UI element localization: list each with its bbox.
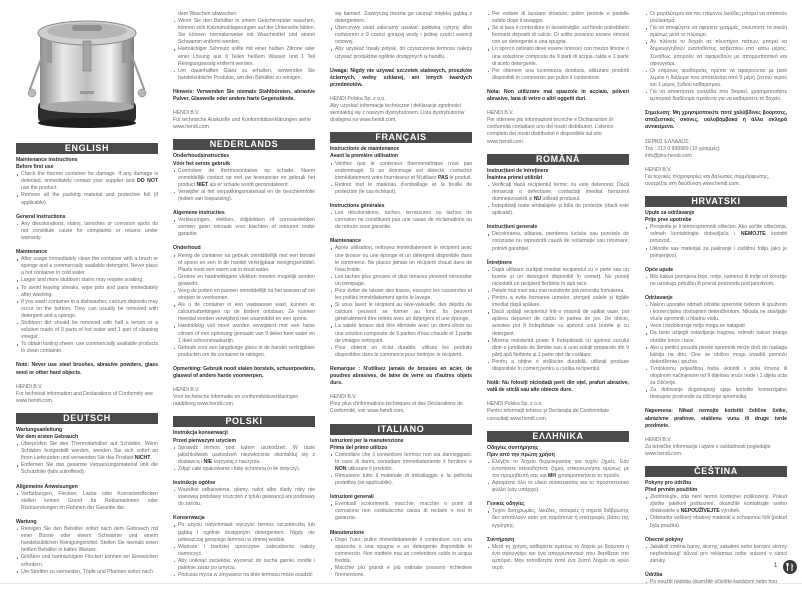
bullet-item [645, 515, 787, 529]
subsection-heading: Înaintea primei utilizări [487, 174, 543, 181]
bullet-item [173, 522, 315, 543]
bullet-emphasis: NEMOJTE [740, 231, 766, 238]
warning-note: Napomena: Nikad nemojte koristiti čelične četke, abrazivne prahove, staklenu vunu ili druge tvrde predmete. [645, 408, 787, 429]
bullet-item [173, 217, 315, 238]
section-heading: Γενικές οδηγίες [487, 501, 525, 508]
bullet-emphasis: NIE [203, 458, 213, 465]
warning-note: Σημείωση: Μη χρησιμοποιείτε ποτέ χαλύβδινες βούρτσες, αποξεστικές σκόνες, υαλοβάμβακα ή άλλα σκληρά αντικείμενα. [645, 110, 787, 131]
subsection-heading: Vor dem ersten Gebrauch [16, 434, 79, 440]
section-heading: Upute za održavanje [645, 210, 695, 217]
contact-line: HENDI B.V. [173, 387, 200, 394]
bullet-text: Zkontrolujte, zda není termo kontejner poškozený. Pokud zjistíte jakékoli poškození, okamžitě kontaktujte svého dodavatele a [650, 494, 787, 515]
language-section-header: ΕΛΛΗΝΙΚΑ [487, 431, 629, 442]
bullet-text: La saleté tenace doit être éliminée avec un demi-citron ou une solution composée de 9 parties d'eau chaude et 1 partie de vinaigre nettoyant. [335, 323, 472, 344]
bullet-text: Οι επίμονες ακαθαρσίες πρέπει να αφαιρούνται με μισό λεμόνι ή διάλυμα που αποτελείται από 9 μέρη ζεστού νερού και 1 μέρος ξυδιού καθαρισμού. [650, 67, 787, 88]
bullet-text: Larger and more stubborn stains may require soaking. [21, 277, 144, 284]
bullet-text: Provjerite je li termospremnik oštećen. Ako uočite oštećenja, odmah kontaktirajte dobavljača i [650, 224, 787, 238]
bullet-text: Mizeria rezistentă poate fi îndepărtată cu ajutorul sucului dintr-o jumătate de lămâie sau a unei soluții preparate din 9 părți apă fierbinte și 1 parte oțet de curățare. [492, 337, 629, 358]
section-heading: Întreținere [487, 259, 512, 266]
bullet-item [645, 25, 787, 39]
bullet-item [16, 526, 158, 554]
bullet-item [487, 480, 629, 494]
section-heading: Συντήρηση [487, 536, 515, 543]
bullet-item [645, 345, 787, 366]
bullet-text: Les décolorations, taches, ternissures ou taches de corrosion ne constituent pas une cause de réclamations ou de retours sous garantie. [335, 210, 472, 231]
section-heading: Onderhoud [173, 245, 201, 252]
bullet-item [16, 569, 158, 576]
bullet-item [173, 302, 315, 323]
language-section-header: ENGLISH [16, 143, 158, 154]
bullet-text: utilizzare il prodotto. [346, 465, 394, 472]
bullet-text: výrobek. [719, 508, 741, 515]
bullet-text: Veće i tvrdokornije mrlje mogu se natapati. [650, 323, 747, 330]
bullet-item [16, 256, 158, 277]
section-heading: Údržba [645, 572, 663, 578]
bullet-item [645, 68, 787, 89]
bullet-text: Dopo l'uso, pulire immediatamente il contenitore con una spazzola o una spugna e un detergente disponibile in commercio. Non mettere mai un contenitore caldo in acqua fredda. [335, 536, 472, 564]
bullet-item [16, 171, 158, 192]
bullet-item [645, 366, 787, 387]
bullet-text: Petele mai mari sau mai rezistente pot necesita înmuierea. [492, 288, 625, 294]
bullet-text: Grotere en hardnekkigere vlekken moeten mogelijk worden geweekt. [178, 273, 315, 287]
bullet-item [330, 323, 472, 344]
bullet-item [173, 18, 315, 46]
contact-line: HENDI B.V. [16, 383, 43, 390]
contact-line: Pentru informații tehnice și Declarația de Conformitate consultați www.hendi.com. [487, 408, 610, 422]
bullet-item [645, 302, 787, 323]
contact-line: Za tehničke informacije i izjave o sukladnosti pogledajte www.hendi.com. [645, 443, 771, 457]
bullet-item [330, 452, 472, 473]
section-heading: Maintenance instructions [16, 157, 78, 163]
bullet-text: Macchie più grandi e più ostinate possono richiedere l'immersione. [335, 565, 472, 579]
bullet-text: use the product. [21, 185, 58, 192]
section-heading: Algemene instructies [173, 210, 225, 217]
section-heading: Maintenance [330, 238, 361, 245]
bullet-text: Verkleuringen, vlekken, slijtplekken of corrosievlekken vormen geen oorzaak voor klachten of retouren onder garantie. [178, 217, 315, 238]
bullet-item [645, 330, 787, 344]
bullet-text: Decolorarea, pătarea, pierderea luciului sau punctele de coroziune nu reprezintă cauză de reclamație sau returnare, potrivit garanției. [492, 231, 629, 252]
bullet-item [16, 299, 158, 320]
bullet-text: Για να αποκτήσετε γυαλάδα που διαρκεί, χρησιμοποιήστε εμπορικά διαθέσιμα προϊόντα για να καθαρίσετε το δοχείο. [650, 89, 787, 103]
bullet-item [330, 210, 472, 231]
bullet-item [173, 189, 315, 203]
bullet-text: Si vous lavez le récipient au lave-vaisselle, des dépôts de calcium peuvent se former au fond. Ils peuvent généralement être retirés avec un détergent et une éponge. [335, 302, 472, 323]
warning-note: Remarque : N'utilisez jamais de brosses en acier, de poudres abrasives, de laine de verre ou d'autres objets durs. [330, 365, 472, 387]
contact-info [173, 387, 315, 408]
bullet-text: . [150, 455, 152, 462]
warning-note: Note: Never use steel brushes, abrasive powders, glass wool or other hard objects. [16, 362, 158, 376]
column-1 [16, 11, 158, 576]
column-5 [645, 11, 787, 586]
bullet-item [645, 544, 787, 565]
contact-info [330, 96, 472, 124]
bullet-text: Pentru a evita formarea urmelor, ștergeți oalele și tigăile imediat după spălare. [492, 295, 629, 309]
bullet-text: Reinigen Sie den Behälter sofort nach dem Gebrauch mit einer Bürste oder einem Schwamm und einem handelsüblichen Reinigungsmittel. Stellen Sie niemals einen heißen Behälter in kaltes Wasser. [21, 526, 158, 554]
column-3 [330, 11, 472, 579]
column-4 [487, 11, 629, 572]
bullet-text: Odstraňte veškerý obalový materiál a ochrannou fólii (pokud byla použita). [650, 515, 787, 529]
bullet-item [330, 288, 472, 302]
contact-line: HENDI B.V. [330, 394, 357, 401]
bullet-item [16, 192, 158, 206]
bullet-text: Αν πλένετε το δοχείο σε πλυντήριο πιάτων, μπορεί να δημιουργηθούν εναποθέσεις ασβεστίου στο κάτω μέρος. Συνήθως μπορούν να αφαιρεθούν με απορρυπαντικό και σφουγγάρι. [650, 39, 787, 67]
column-2 [173, 11, 315, 579]
bullet-emphasis: ΜΗ [547, 472, 556, 479]
contact-info [173, 110, 315, 131]
contact-line: info@pks-hendi.com [645, 152, 692, 159]
bullet-item [330, 25, 472, 46]
bullet-item [173, 288, 315, 302]
bullet-item [16, 320, 158, 341]
section-heading: Pokyny pro údržbu [645, 479, 692, 486]
bullet-text: Remove all the packing material and protective foil (if applicable). [21, 192, 158, 206]
contact-line: Für technische Auskünfte und Konformitätserklärungen siehe www.hendi.com. [173, 117, 311, 131]
bullet-text: Τυχόν δυσχρωμίες, λεκέδες, σκουριές ή σημεία διάβρωσης δεν αποτελούν αιτία για παράπονα ή επιστροφές βάσει της εγγύησης. [492, 508, 629, 529]
bullet-item [645, 39, 787, 67]
bullet-item [487, 182, 629, 203]
bullet-text: Entfernen Sie das gesamte Verpackungsmaterial und die Schutzfolie (falls zutreffend). [21, 462, 158, 476]
bullet-text: Stubborn dirt should be removed with half a lemon or a solution made of 9 parts of hot water and 1 part of cleaning vinegar. [21, 319, 158, 341]
bullet-item [487, 203, 629, 217]
bullet-text: Um Streifen zu vermeiden, Töpfe und Pfannen sofort nach [21, 568, 153, 575]
contact-info [330, 394, 472, 415]
bullet-item [173, 11, 315, 18]
bullet-text: Tvrdokornu prljavštinu treba ukloniti s pola limuna ili otopinom načinjenom od 9 dijelova vruće vode i 1 dijela octa za čišćenje. [650, 365, 787, 387]
bullet-text: Verfärbungen, Flecken, Lacke oder Korrosionsflecken stellen keinen Grund für Reklamationen oder Rücksendungen im Rahmen der Garantie dar. [21, 490, 158, 511]
subsection-heading: Πριν από την πρώτη χρήση [487, 451, 555, 458]
bullet-text: le produit. [448, 174, 472, 181]
bullet-item [487, 295, 629, 309]
footer-divider [0, 583, 802, 584]
contact-line: Τηλ.: 213 0 998989 (10 γραμμές) [645, 145, 720, 152]
section-heading: Οδηγίες συντήρησης [487, 444, 539, 451]
bullet-text: Um dauerhaften Glanz zu erhalten, verwenden Sie handelsübliche Produkte, um den Behälter zu reinigen. [178, 67, 315, 81]
bullet-emphasis: PAS [437, 174, 449, 181]
section-heading: Instructions de maintenance [330, 146, 400, 153]
bullet-emphasis: NON [335, 465, 347, 472]
bullet-text: Vérifiez que le conteneur thermométrique n'est pas endommagé. Si un dommage est détecté, contactez immédiatement votre fournisseur et N'utilisez [335, 160, 472, 181]
contact-line: HENDI Polska Sp. z o.o. [487, 401, 543, 408]
warning-note: Opmerking: Gebruik nooit stalen borstels, schuurpoeders, glaswol of andere harde voorwerpen. [173, 365, 315, 380]
bullet-item [487, 231, 629, 252]
warning-note: Notă: Nu folosiți niciodată perii din oțel, prafuri abrazive, vată de sticlă sau alte obiecte dure. [487, 380, 629, 394]
contact-line: HENDI B.V. [645, 166, 672, 173]
bullet-text: Veeg de potten en pannen onmiddellijk na het wassen af om strepen te voorkomen. [178, 288, 315, 302]
bullet-item [16, 341, 158, 355]
bullet-text: Dacă spălați recipientul într-o mașină de spălat vase, pot apărea depuneri de calciu în partea de jos. De obicei, acestea pot fi îndepărtate cu ajutorul unui burete și cu detergent. [492, 309, 629, 337]
bullet-text: Lo sporco ostinato deve essere rimosso con mezzo limone o una soluzione composta da 9 parti di acqua calda e 1 parte di aceto detergente. [492, 46, 629, 67]
bullet-item [487, 288, 629, 295]
bullet-item [487, 267, 629, 288]
warning-note: Uwaga: Nigdy nie używać szczotek stalowych, proszków ściernych, wełny szklanej, ani innych twardych przedmiotów. [330, 67, 472, 88]
bullet-text: Überprüfen Sie den Thermobehälter auf Schäden. Wenn Schäden festgestellt werden, wenden Sie sich sofort an Ihren Lieferanten und verwenden Sie das Produkt [21, 441, 158, 462]
bullet-text: To avoid leaving streaks, wipe pots and pans immediately after washing. [21, 284, 158, 298]
subsection-heading: Prije prve upotrebe [645, 217, 692, 224]
bullet-item [487, 544, 629, 572]
section-heading: Onderhoudsinstructies [173, 153, 230, 160]
bullet-item [330, 46, 472, 60]
bullet-text: Controleer de thermocontainer op schade. Neem onmiddellijk contact op met uw leverancier en gebruik het product [178, 167, 315, 188]
contact-line: ΣΕΡΒΙΣ ΕΛΛΑΔΟΣ: [645, 138, 690, 145]
bullet-text: dem Waschen abwischen. [178, 11, 238, 17]
page-number: 1 [774, 563, 778, 569]
contact-line: Per ottenere più informazioni tecniche e Dichiarazioni di conformità contattare uno dei nostri distributori. L'elenco completo dei nostri distributori è disponibile sul sito www.hendi.com. [487, 117, 614, 145]
bullet-text: Controllare che il contenitore termico non sia danneggiato. In caso di danni, contattare immediatamente il fornitore e [335, 451, 472, 465]
bullet-text: Po użyciu natychmiast wyczyść termos szczoteczką lub gąbką i ogólnie dostępnym detergentem. Nigdy nie umieszczaj gorącego termosu w zimnej wodzie. [178, 522, 315, 543]
bullet-text: Ako u perilici posuđa perete spremnik može doći do naslaga kalcija na dnu. One se obično mogu izvaditi pomoću deterdženta i spužve. [650, 344, 787, 365]
bullet-text: Οι μεγαλύτεροι και πιο επίμονοι λεκέδες μπορεί να απαιτούν μούλιασμα. [650, 11, 787, 25]
contact-line: Voor technische informatie en conformiteitsverklaringen raadpleeg www.hendi.com. [173, 394, 299, 408]
subsection-heading: Avant la première utilisation [330, 153, 399, 160]
bullet-item [487, 459, 629, 480]
bullet-text: Ελέγξτε το δοχείο θερμοκρασίας για τυχόν ζημιές. Εάν εντοπίσετε οποιαδήποτε ζημιά, επικοινωνήστε αμέσως με τον προμηθευτή σας και [492, 458, 629, 479]
bullet-item [16, 441, 158, 462]
bullet-text: Any discolorations, stains, tarnishes or corrosion spots do not constitute cause for complaints or returns under warranty. [21, 220, 158, 241]
bullet-text: Verificați dacă recipientul termic nu este deteriorat. Dacă remarcați o defecțiune, contactați imediat furnizorul dumneavoastră și [492, 181, 629, 202]
bullet-text: Pentru a obține o strălucire durabilă, utilizați produse disponibile în comerț pentru a curăța recipientul. [492, 358, 629, 373]
subsection-heading: Prima del primo utilizzo [330, 444, 388, 451]
bullet-item [173, 274, 315, 288]
bullet-text: Größere und hartnäckigere Flecken können ein Einweichen erfordern. [21, 554, 158, 568]
bullet-text: Bilo kakva promjena boje, mrlje, kamenci ili mrlje od korozije ne uzrokuju pritužbu ili povrat proizvoda pod jamstvom. [650, 273, 787, 287]
bullet-emphasis: NU [533, 195, 542, 202]
bullet-item [330, 501, 472, 522]
bullet-text: Après utilisation, nettoyez immédiatement le récipient avec une brosse ou une éponge et un détergent disponible dans le commerce. Ne placez jamais un récipient chaud dans de l'eau froide. [335, 245, 472, 273]
bullet-item [487, 309, 629, 337]
bullet-item [330, 11, 472, 25]
bullet-item [173, 487, 315, 508]
section-heading: Istruzioni per la manutenzione [330, 437, 404, 444]
bullet-text: Pour éviter de laisser des traces, essuyez les casseroles et les poêles immédiatement après le lavage. [335, 288, 472, 302]
bullet-text: koristiti proizvod. [650, 231, 787, 245]
contact-line: Για τεχνικές πληροφορίες και Δηλώσεις συμμόρφωσης, ανατρέξτε στη διεύθυνση www.hendi.com. [645, 173, 770, 187]
bullet-text: Les taches plus grosses et plus tenaces peuvent nécessiter un trempage. [335, 273, 472, 287]
bullet-text: Als u de container in een vaatwasser wast, kunnen er calciumafzettingen op de bodem ontstaan. Ze kunnen meestal worden verwijderd met wasmiddel en een spons. [178, 302, 315, 323]
bullet-text: Se si lava il contenitore in lavastoviglie, sul fondo potrebbero formarsi depositi di calcio. Di solito possono essere rimossi con un detergente e una spugna. [492, 25, 629, 46]
bullet-item [173, 345, 315, 359]
bullet-item [16, 285, 158, 299]
bullet-item [173, 466, 315, 473]
bullet-item [330, 274, 472, 288]
subsection-heading: Before first use [16, 164, 54, 171]
section-heading: Manutenzione [330, 529, 365, 536]
section-heading: Instrucțiuni generale [487, 224, 538, 231]
bullet-item [645, 11, 787, 25]
section-heading: Allgemeine Anweisungen [16, 483, 78, 490]
contact-line: HENDI Polska Sp. z o.o. [330, 95, 386, 102]
language-section-header: NEDERLANDS [173, 139, 315, 150]
bullet-item [173, 558, 315, 572]
subsection-heading: Před prvním použitím [645, 487, 698, 494]
bullet-item [487, 46, 629, 67]
section-heading: Wartung [16, 518, 37, 525]
warning-note: Nota: Non utilizzare mai spazzole in acciaio, polveri abrasive, lana di vetro o altri oggetti duri. [487, 88, 629, 103]
bullet-text: După utilizare curățați imediat recipientul cu o perie sau un burete și un detergent disponibil în comerț. Nu puneți niciodată un recipient fierbinte în apă rece. [492, 266, 629, 287]
subsection-heading: Przed pierwszym użyciem [173, 437, 237, 444]
bullet-text: Podczas mycia w zmywarce na dnie termosu może osadzić [178, 572, 313, 579]
bullet-item [173, 323, 315, 344]
bullet-text: Reinig de container na gebruik onmiddellijk met een borstel of spons en een in de handel verkrijgbaar reinigingsmiddel. Plaats nooit een warm vat in koud water. [178, 252, 315, 273]
bullet-text: als er schade wordt geconstateerd. [208, 181, 289, 188]
bullet-text: Per evitare di lasciare striature, pulire pentole e padelle subito dopo il lavaggio. [492, 11, 629, 25]
bullet-text: Retirez tout le matériau d'emballage et la feuille de protection (le cas échéant). [335, 181, 472, 195]
section-heading: Maintenance [16, 249, 47, 256]
contact-line: HENDI B.V. [645, 436, 672, 443]
bullet-item [173, 46, 315, 67]
bullet-item [16, 221, 158, 242]
bullet-text: utilizați produsul. [541, 195, 581, 202]
bullet-text: Îndepărtați toate ambalajele și folia de protecție (dacă este aplicabil). [492, 203, 629, 217]
contact-info [645, 139, 787, 160]
bullet-text: Μετά τη χρήση, καθαρίστε αμέσως το δοχείο με βούρτσα ή ένα σφουγγάρι και ένα απορρυπαντικό που διατίθεται στο εμπόριο. Μην τοποθετείτε ποτέ ένα ζεστό δοχείο σε κρύο νερό. [492, 543, 629, 571]
bullet-item [173, 68, 315, 82]
section-heading: Održavanje [645, 295, 673, 301]
bullet-item [645, 274, 787, 288]
bullet-text: Gebruik voor een langdurige glans in de handel verkrijgbare producten om de container te reinigen. [178, 344, 315, 358]
bullet-item [16, 277, 158, 284]
section-heading: General instructions [16, 213, 66, 220]
bullet-text: Da biste izbjegli ostavljanje tragova, odmah nakon pranja obrišite lonce i tave. [650, 330, 787, 344]
bullet-text: Verwijder al het verpakkingsmateriaal en de beschermfolie (indien van toepassing). [178, 188, 315, 202]
bullet-item [330, 245, 472, 273]
language-section-header: ITALIANO [330, 424, 472, 435]
bullet-text: Uporczywy osad zalecamy usuwać połówką cytryny albo roztworem z 9 części gorącej wody i jednej części esencji octowej. [335, 25, 472, 46]
contact-line: Pour plus d'informations techniques et des Déclarations de Conformité, voir www.hendi.com. [330, 401, 463, 415]
language-section-header: DEUTSCH [16, 413, 158, 424]
bullet-item [645, 89, 787, 103]
language-section-header: ČEŠTINA [645, 466, 787, 477]
bullet-item [330, 537, 472, 565]
bullet-item [487, 508, 629, 529]
bullet-text: Αφαιρέστε όλο το υλικό συσκευασίας και το προστατευτικό φύλλο (εάν υπάρχει). [492, 480, 629, 494]
language-section-header: POLSKI [173, 416, 315, 427]
bullet-emphasis: NEPOUŽÍVEJTE [680, 508, 720, 515]
bullet-emphasis: DO NOT [136, 178, 158, 185]
language-section-header: ROMÂNĂ [487, 154, 629, 165]
bullet-item [173, 544, 315, 558]
bullet-item [645, 494, 787, 515]
bullet-item [330, 161, 472, 182]
bullet-text: Aby uzyskać trwały połysk, do czyszczenia termosu należy używać produktów ogólnie dostępnych w handlu. [335, 46, 472, 60]
language-section-header: FRANÇAIS [330, 132, 472, 143]
bullet-item [173, 445, 315, 466]
contact-line: HENDI B.V. [487, 110, 514, 117]
bullet-emphasis: NICHT [134, 455, 151, 462]
bullet-text: Wszelkie odbarwienia, plamy, nalot albo ślady rdzy nie stanowią podstawy roszczeń z tytułu gwarancji ani podstawy do zwrotu. [178, 487, 315, 508]
bullet-text: Uklonite sav materijal za pakiranje i zaštitnu foliju (ako je primjenjivo). [650, 245, 787, 259]
bullet-item [645, 387, 787, 401]
bullet-item [330, 565, 472, 579]
bullet-text: Rimuovere tutto il materiale di imballaggio e la pellicola protettiva (se applicabile). [335, 472, 472, 487]
hendi-logo-icon [783, 560, 797, 574]
contact-line: For technical information and Declarations of Conformity see www.hendi.com. [16, 390, 153, 404]
bullet-item [16, 491, 158, 512]
section-heading: Opće upute [645, 266, 674, 273]
bullet-text: się kamień. Zazwyczaj można go usunąć miękką gąbką z detergentem. [335, 11, 472, 25]
contact-info [645, 167, 787, 188]
bullet-item [173, 253, 315, 274]
bullet-text: Za dobivanje dugotrajnog sjaja koristite komercijalno dostupne proizvode za čišćenje spremnika. [650, 387, 787, 401]
bullet-text: If you wash container in a dishwasher, calcium deposits may occur on the bottom. They can usually be removed with detergent and a sponge. [21, 298, 158, 319]
bullet-text: Για να αποφύγετε να αφήσετε γραμμές, σκουπίστε τα σκεύη αμέσως μετά το πλύσιμο. [650, 25, 787, 39]
contact-info [645, 437, 787, 458]
bullet-text: Hardnekkig vuil moet worden verwijderd met een halve citroen of een oplossing gemaakt van 9 delen heet water en 1 deel schoonmaakazijn. [178, 323, 315, 344]
bullet-item [173, 572, 315, 579]
bullet-text: Per ottenere una lucentezza duratura, utilizzare prodotti disponibili in commercio per pulire il contenitore. [492, 67, 629, 81]
bullet-text: Aby uniknąć zacieków, wycierać do sucha garnki, rondle i patelnie zaraz po umyciu. [178, 557, 315, 571]
bullet-text: Nakon uporabe odmah očistite spremnik četkom ili spužvom i komercijalno dostupnim deterdžentom. Nikada ne stavljajte vruće spremnik u hladnu vodu. [650, 302, 787, 323]
bullet-item [487, 11, 629, 25]
bullet-item [330, 182, 472, 196]
bullet-text: korzystaj z naczynia. [212, 458, 261, 465]
bullet-item [487, 359, 629, 373]
bullet-text: To obtain lasting sheen, use commercially available products to clean container. [21, 341, 158, 355]
bullet-item [330, 473, 472, 487]
section-heading: Instrukcje ogólne [173, 479, 216, 486]
section-heading: Istruzioni generali [330, 494, 374, 501]
section-heading: Konserwacja [173, 515, 205, 522]
bullet-text: Sprawdź termos pod kątem uszkodzeń. W razie jakichkolwiek uszkodzeń niezwłocznie skontaktuj się z dostawcą i [178, 444, 315, 465]
contact-info [487, 401, 629, 422]
contact-line: Aby uzyskać informacje techniczne i deklaracje zgodności skontaktuj się z naszym dystrybutorem. Lista dystrybutorów dostępna na www.hendi.com. [330, 103, 465, 124]
subsection-heading: Vóór het eerste gebruik [173, 160, 231, 167]
contact-line: HENDI B.V. [173, 110, 200, 117]
bullet-item [330, 302, 472, 323]
section-heading: Instrucțiuni de întreținere [487, 167, 549, 174]
bullet-text: After usage immediately clean the container with a brush or sponge and a commercially available detergent. Never place a hot container in cold water. [21, 256, 158, 277]
bullet-text: Check the thermo container for damage. If any damage is detected, immediately contact your supplier and [21, 171, 158, 185]
contact-info [16, 384, 158, 405]
bullet-item [645, 323, 787, 330]
bullet-item [645, 246, 787, 260]
bullet-text: Wenn Sie den Behälter in einem Geschirrspüler waschen, können sich Kalziumablagerungen auf der Unterseite bilden. Sie können normalerweise mit Waschmittel und einem Schwamm entfernt werden. [178, 18, 315, 46]
language-section-header: HRVATSKI [645, 196, 787, 207]
section-heading: Instructions générales [330, 202, 385, 209]
bullet-item [487, 338, 629, 359]
bullet-text: Zdjąć całe opakowanie i folię ochronną (o ile dotyczy). [178, 465, 301, 472]
bullet-text: χρησιμοποιήσετε το προϊόν. [555, 472, 621, 479]
section-heading: Obecné pokyny [645, 536, 684, 543]
warning-note: Hinweis: Verwenden Sie niemals Stahlbürsten, abrasive Pulver, Glaswolle oder andere harte Gegenstände. [173, 88, 315, 103]
bullet-emphasis: NIET [196, 181, 209, 188]
bullet-item [330, 345, 472, 359]
contact-info [487, 110, 629, 145]
bullet-text: Pour obtenir un éclat durable, utilisez les produits disponibles dans le commerce pour nettoyer le récipient. [335, 344, 472, 358]
bullet-item [487, 25, 629, 46]
bullet-item [487, 68, 629, 82]
section-heading: Wartungsanleitung [16, 426, 63, 433]
bullet-item [173, 168, 315, 189]
bullet-text: Jakákoli změna barvy, skvrny, zakalení nebo korozní skvrny nepředstavují důvod pro reklamaci nebo vrácení v rámci záruky. [650, 543, 787, 564]
bullet-text: Hartnäckiger Schmutz sollte mit einer halben Zitrone oder einer Lösung aus 9 Teilen heißem Wasser und 1 Teil Reinigungsessig entfernt werden. [178, 46, 315, 67]
section-heading: Instrukcja konserwacji [173, 430, 228, 437]
bullet-text: Eventuali scolorimenti, macchie, macchie o punti di corrosione non costituiscono causa di reclami o resi in garanzia. [335, 501, 472, 522]
thermo-container-image [16, 11, 158, 131]
bullet-item [16, 554, 158, 568]
bullet-text: Większe i bardziej uporczywe zabrudzenia należy namoczyć. [178, 543, 315, 557]
bullet-item [645, 224, 787, 245]
bullet-item [16, 462, 158, 476]
